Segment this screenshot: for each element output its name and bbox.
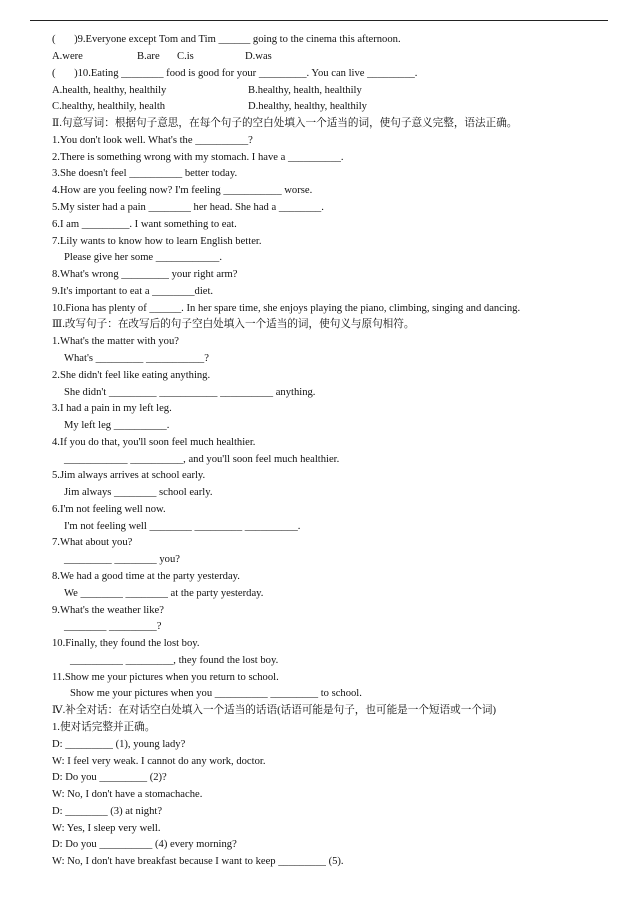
exercise-line: 7.Lily wants to know how to learn English better. [52,236,262,247]
exercise-line: 9.What's the weather like? [52,605,164,616]
exercise-line: 2.She didn't feel like eating anything. [52,370,211,381]
section-heading: Ⅱ.句意写词：根据句子意思，在每个句子的空白处填入一个适当的词，使句子意义完整，语法正确。 [52,118,518,129]
exercise-line: She didn't _________ ___________ __________ anything. [64,387,316,398]
exercise-line: My left leg __________. [64,420,170,431]
dialogue-line: D: Do you __________ (4) every morning? [52,839,237,850]
exercise-line: 6.I'm not feeling well now. [52,504,166,515]
exercise-line: 5.Jim always arrives at school early. [52,470,206,481]
exercise-line: 3.She doesn't feel __________ better today. [52,168,238,179]
option-b: B.are [137,51,160,62]
dialogue-line: W: No, I don't have a stomachache. [52,789,203,800]
exercise-line: 2.There is something wrong with my stomach. I have a __________. [52,152,344,163]
question-10: ( )10.Eating ________ food is good for your _________. You can live _________. [52,68,418,79]
exercise-line: 6.I am _________. I want something to eat. [52,219,237,230]
option-d: D.was [245,51,272,62]
exercise-line: 9.It's important to eat a ________diet. [52,286,214,297]
exercise-line: Please give her some ____________. [64,252,222,263]
option-a: A.health, healthy, healthily [52,85,167,96]
dialogue-line: W: I feel very weak. I cannot do any work, doctor. [52,756,266,767]
exercise-line: __________ _________, they found the lost boy. [70,655,279,666]
dialogue-line: D: ________ (3) at night? [52,806,163,817]
exercise-line: I'm not feeling well ________ _________ __________. [64,521,301,532]
exercise-line: 7.What about you? [52,537,133,548]
section-heading: Ⅳ.补全对话：在对话空白处填入一个适当的话语(话语可能是句子，也可能是一个短语或一个词) [52,705,497,716]
exercise-line: 1.You don't look well. What's the __________? [52,135,253,146]
exercise-line: 4.If you do that, you'll soon feel much healthier. [52,437,256,448]
dialogue-line: W: No, I don't have breakfast because I want to keep _________ (5). [52,856,344,867]
option-c: C.is [177,51,194,62]
option-a: A.were [52,51,83,62]
exercise-line: ________ _________? [64,621,162,632]
top-rule [30,20,608,21]
exercise-line: 10.Fiona has plenty of ______. In her spare time, she enjoys playing the piano, climbing, singing and dancing. [52,303,521,314]
exercise-line: ____________ __________, and you'll soon feel much healthier. [64,454,340,465]
exercise-line: _________ ________ you? [64,554,180,565]
exercise-line: Show me your pictures when you __________ _________ to school. [70,688,362,699]
exercise-line: 10.Finally, they found the lost boy. [52,638,200,649]
exercise-line: 8.We had a good time at the party yesterday. [52,571,240,582]
exercise-line: 8.What's wrong _________ your right arm? [52,269,238,280]
question-9: ( )9.Everyone except Tom and Tim ______ going to the cinema this afternoon. [52,34,401,45]
exercise-line: 4.How are you feeling now? I'm feeling ___________ worse. [52,185,313,196]
option-c: C.healthy, healthily, health [52,101,166,112]
exercise-line: We ________ ________ at the party yesterday. [64,588,264,599]
exercise-line: What's _________ ___________? [64,353,209,364]
exercise-line: 1.What's the matter with you? [52,336,179,347]
exercise-line: Jim always ________ school early. [64,487,213,498]
dialogue-line: D: Do you _________ (2)? [52,772,167,783]
exercise-line: 3.I had a pain in my left leg. [52,403,172,414]
exercise-line: 1.使对话完整并正确。 [52,722,156,733]
dialogue-line: D: _________ (1), young lady? [52,739,186,750]
section-heading: Ⅲ.改写句子：在改写后的句子空白处填入一个适当的词，使句义与原句相符。 [52,319,415,330]
dialogue-line: W: Yes, I sleep very well. [52,823,161,834]
option-b: B.healthy, health, healthily [248,85,362,96]
exercise-line: 5.My sister had a pain ________ her head. She had a ________. [52,202,324,213]
option-d: D.healthy, healthy, healthily [248,101,367,112]
exercise-line: 11.Show me your pictures when you return to school. [52,672,279,683]
